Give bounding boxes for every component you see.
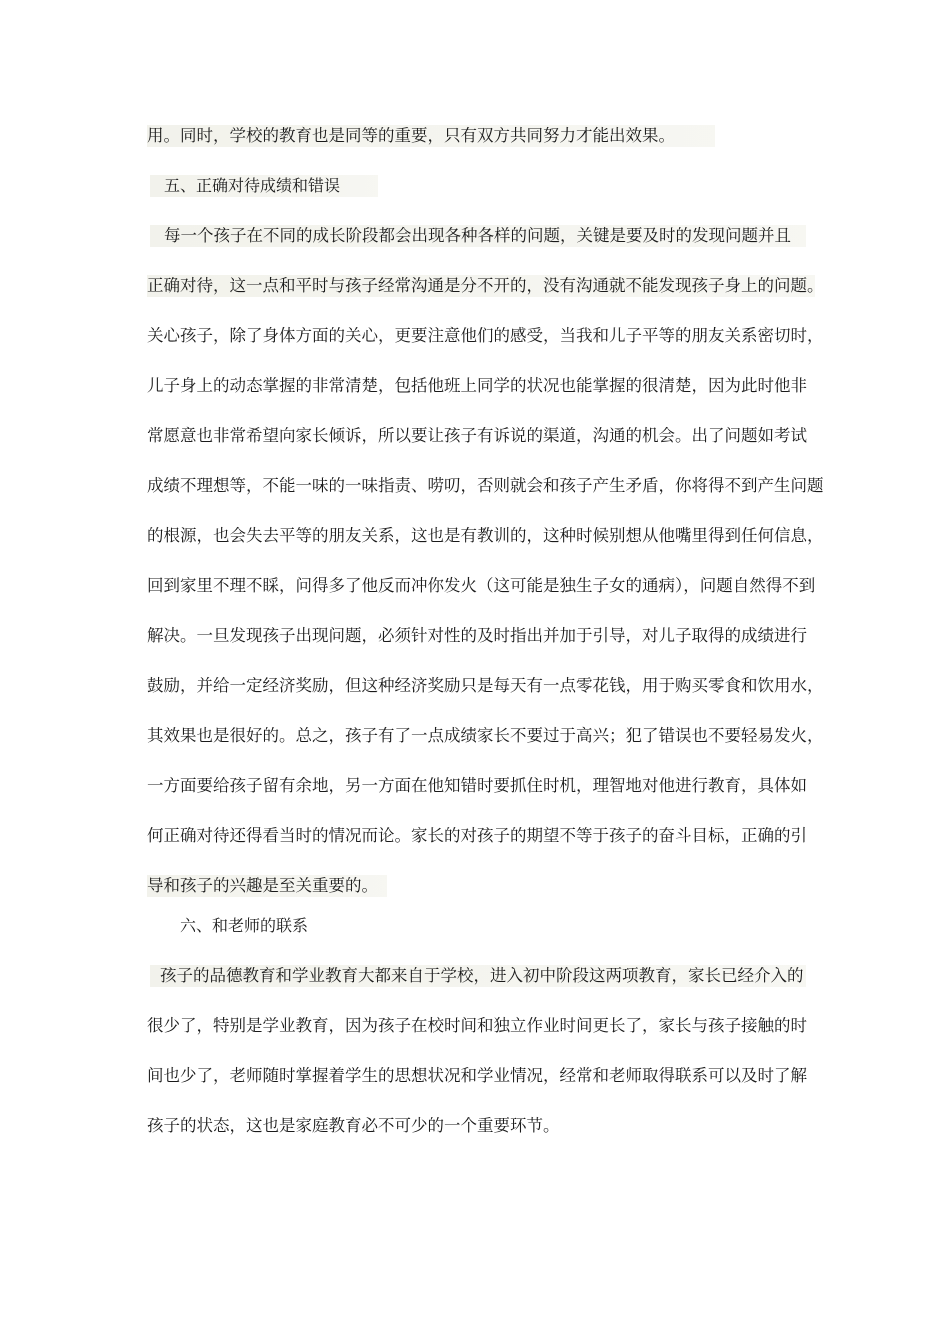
section5-line-12: 一方面要给孩子留有余地，另一方面在他知错时要抓住时机，理智地对他进行教育，具体如 [147,776,807,795]
intro-line: 用。同时，学校的教育也是同等的重要，只有双方共同努力才能出效果。 [147,125,715,147]
section6-line-1: 孩子的品德教育和学业教育大都来自于学校，进入初中阶段这两项教育，家长已经介入的 [150,965,806,987]
section5-line-7: 的根源，也会失去平等的朋友关系，这也是有教训的，这种时候别想从他嘴里得到任何信息， [147,526,824,545]
section5-line-11: 其效果也是很好的。总之，孩子有了一点成绩家长不要过于高兴；犯了错误也不要轻易发火， [147,726,824,745]
section5-line-14: 导和孩子的兴趣是至关重要的。 [147,875,387,897]
section6-line-2: 很少了，特别是学业教育，因为孩子在校时间和独立作业时间更长了，家长与孩子接触的时 [147,1016,807,1035]
section5-line-13: 何正确对待还得看当时的情况而论。家长的对孩子的期望不等于孩子的奋斗目标，正确的引 [147,826,807,845]
section5-line-2: 正确对待，这一点和平时与孩子经常沟通是分不开的，没有沟通就不能发现孩子身上的问题。 [147,276,824,295]
section5-line-3: 关心孩子，除了身体方面的关心，更要注意他们的感受，当我和儿子平等的朋友关系密切时， [147,326,824,345]
section5-heading: 五、正确对待成绩和错误 [150,175,378,197]
section5-line-6: 成绩不理想等，不能一味的一味指责、唠叨，否则就会和孩子产生矛盾，你将得不到产生问题 [147,476,824,495]
section5-line-8: 回到家里不理不睬，问得多了他反而冲你发火（这可能是独生子女的通病），问题自然得不到 [147,576,816,595]
section6-heading: 六、和老师的联系 [180,916,309,935]
section5-line-1: 每一个孩子在不同的成长阶段都会出现各种各样的问题，关键是要及时的发现问题并且 [150,225,806,247]
section5-line-9: 解决。一旦发现孩子出现问题，必须针对性的及时指出并加于引导，对儿子取得的成绩进行 [147,626,807,645]
section6-line-4: 孩子的状态，这也是家庭教育必不可少的一个重要环节。 [147,1116,560,1135]
section5-line-4: 儿子身上的动态掌握的非常清楚，包括他班上同学的状况也能掌握的很清楚，因为此时他非 [147,376,807,395]
section5-line-10: 鼓励，并给一定经济奖励，但这种经济奖励只是每天有一点零花钱，用于购买零食和饮用水， [147,676,824,695]
section6-line-3: 间也少了，老师随时掌握着学生的思想状况和学业情况，经常和老师取得联系可以及时了解 [147,1066,807,1085]
section5-line-5: 常愿意也非常希望向家长倾诉，所以要让孩子有诉说的渠道，沟通的机会。出了问题如考试 [147,426,807,445]
